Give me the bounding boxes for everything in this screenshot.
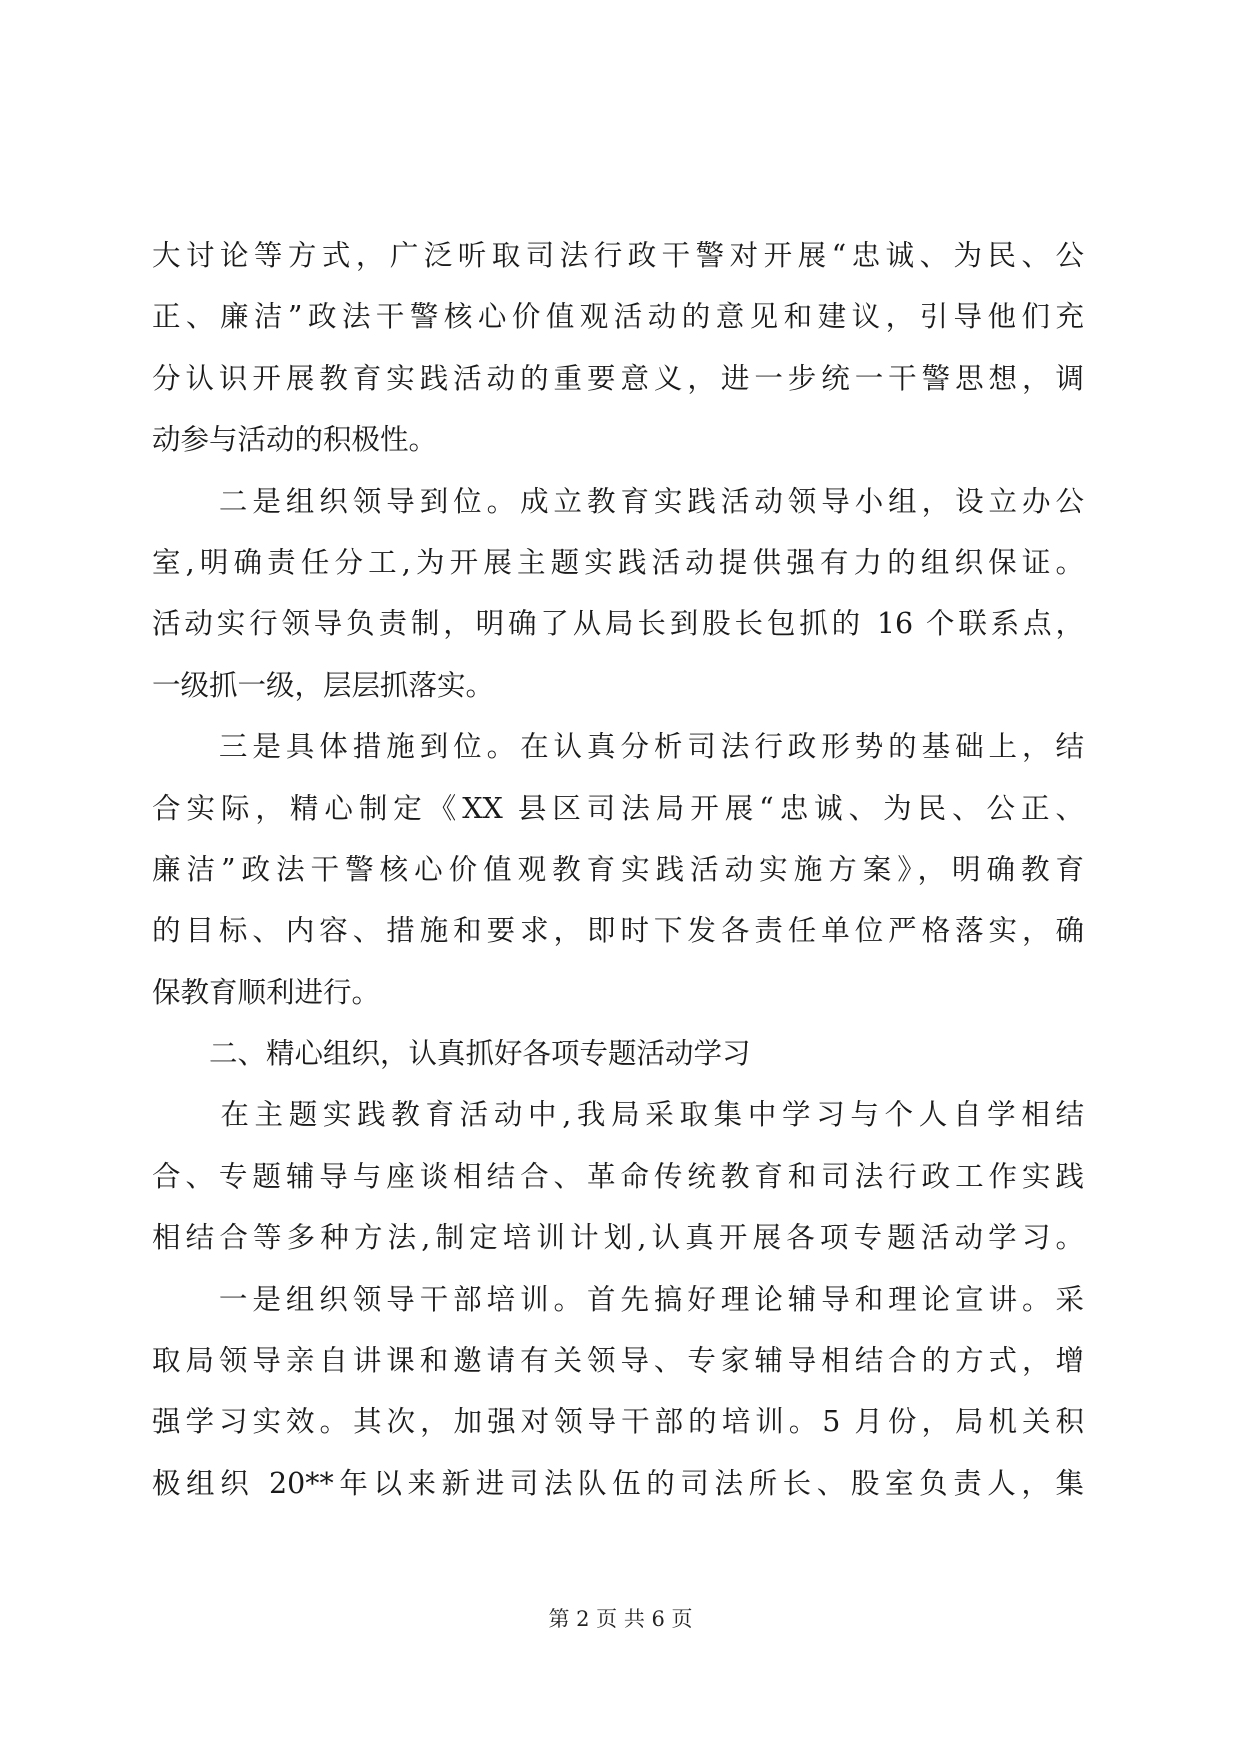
text-line: 相结合等多种方法,制定培训计划,认真开展各项专题活动学习。: [152, 1221, 1084, 1255]
text-line: 廉洁”政法干警核心价值观教育实践活动实施方案》，明确教育: [152, 852, 1084, 886]
text-line: 二是组织领导到位。成立教育实践活动领导小组，设立办公: [152, 484, 1084, 518]
text-line: 大讨论等方式，广泛听取司法行政干警对开展“忠诚、为民、公: [152, 239, 1084, 272]
text-line: 在主题实践教育活动中,我局采取集中学习与个人自学相结: [152, 1098, 1084, 1132]
text-line: 正、廉洁”政法干警核心价值观活动的意见和建议，引导他们充: [152, 300, 1084, 334]
text-line: 动参与活动的积极性。: [152, 423, 438, 457]
text-line: 强学习实效。其次，加强对领导干部的培训。5 月份，局机关积: [152, 1405, 1084, 1439]
page-footer: 第 2 页 共 6 页: [548, 1607, 693, 1631]
text-line: 极组织 20**年以来新进司法队伍的司法所长、股室负责人，集: [152, 1466, 1084, 1500]
text-line: 合、专题辅导与座谈相结合、革命传统教育和司法行政工作实践: [152, 1159, 1084, 1193]
text-line: 取局领导亲自讲课和邀请有关领导、专家辅导相结合的方式，增: [152, 1344, 1084, 1378]
text-line: 活动实行领导负责制，明确了从局长到股长包抓的 16 个联系点，: [152, 607, 1084, 641]
text-line: 三是具体措施到位。在认真分析司法行政形势的基础上，结: [152, 730, 1084, 764]
text-line: 保教育顺利进行。: [152, 975, 381, 1009]
text-line: 分认识开展教育实践活动的重要意义，进一步统一干警思想，调: [152, 361, 1084, 395]
text-line: 的目标、内容、措施和要求，即时下发各责任单位严格落实，确: [152, 914, 1084, 948]
text-line: 室,明确责任分工,为开展主题实践活动提供强有力的组织保证。: [152, 545, 1084, 579]
section-heading: 二、精心组织，认真抓好各项专题活动学习: [152, 1037, 751, 1071]
text-line: 合实际，精心制定《XX 县区司法局开展“忠诚、为民、公正、: [152, 791, 1084, 825]
document-body: [152, 225, 1084, 1514]
text-line: 一是组织领导干部培训。首先搞好理论辅导和理论宣讲。采: [152, 1282, 1084, 1316]
text-line: 一级抓一级，层层抓落实。: [152, 668, 495, 702]
